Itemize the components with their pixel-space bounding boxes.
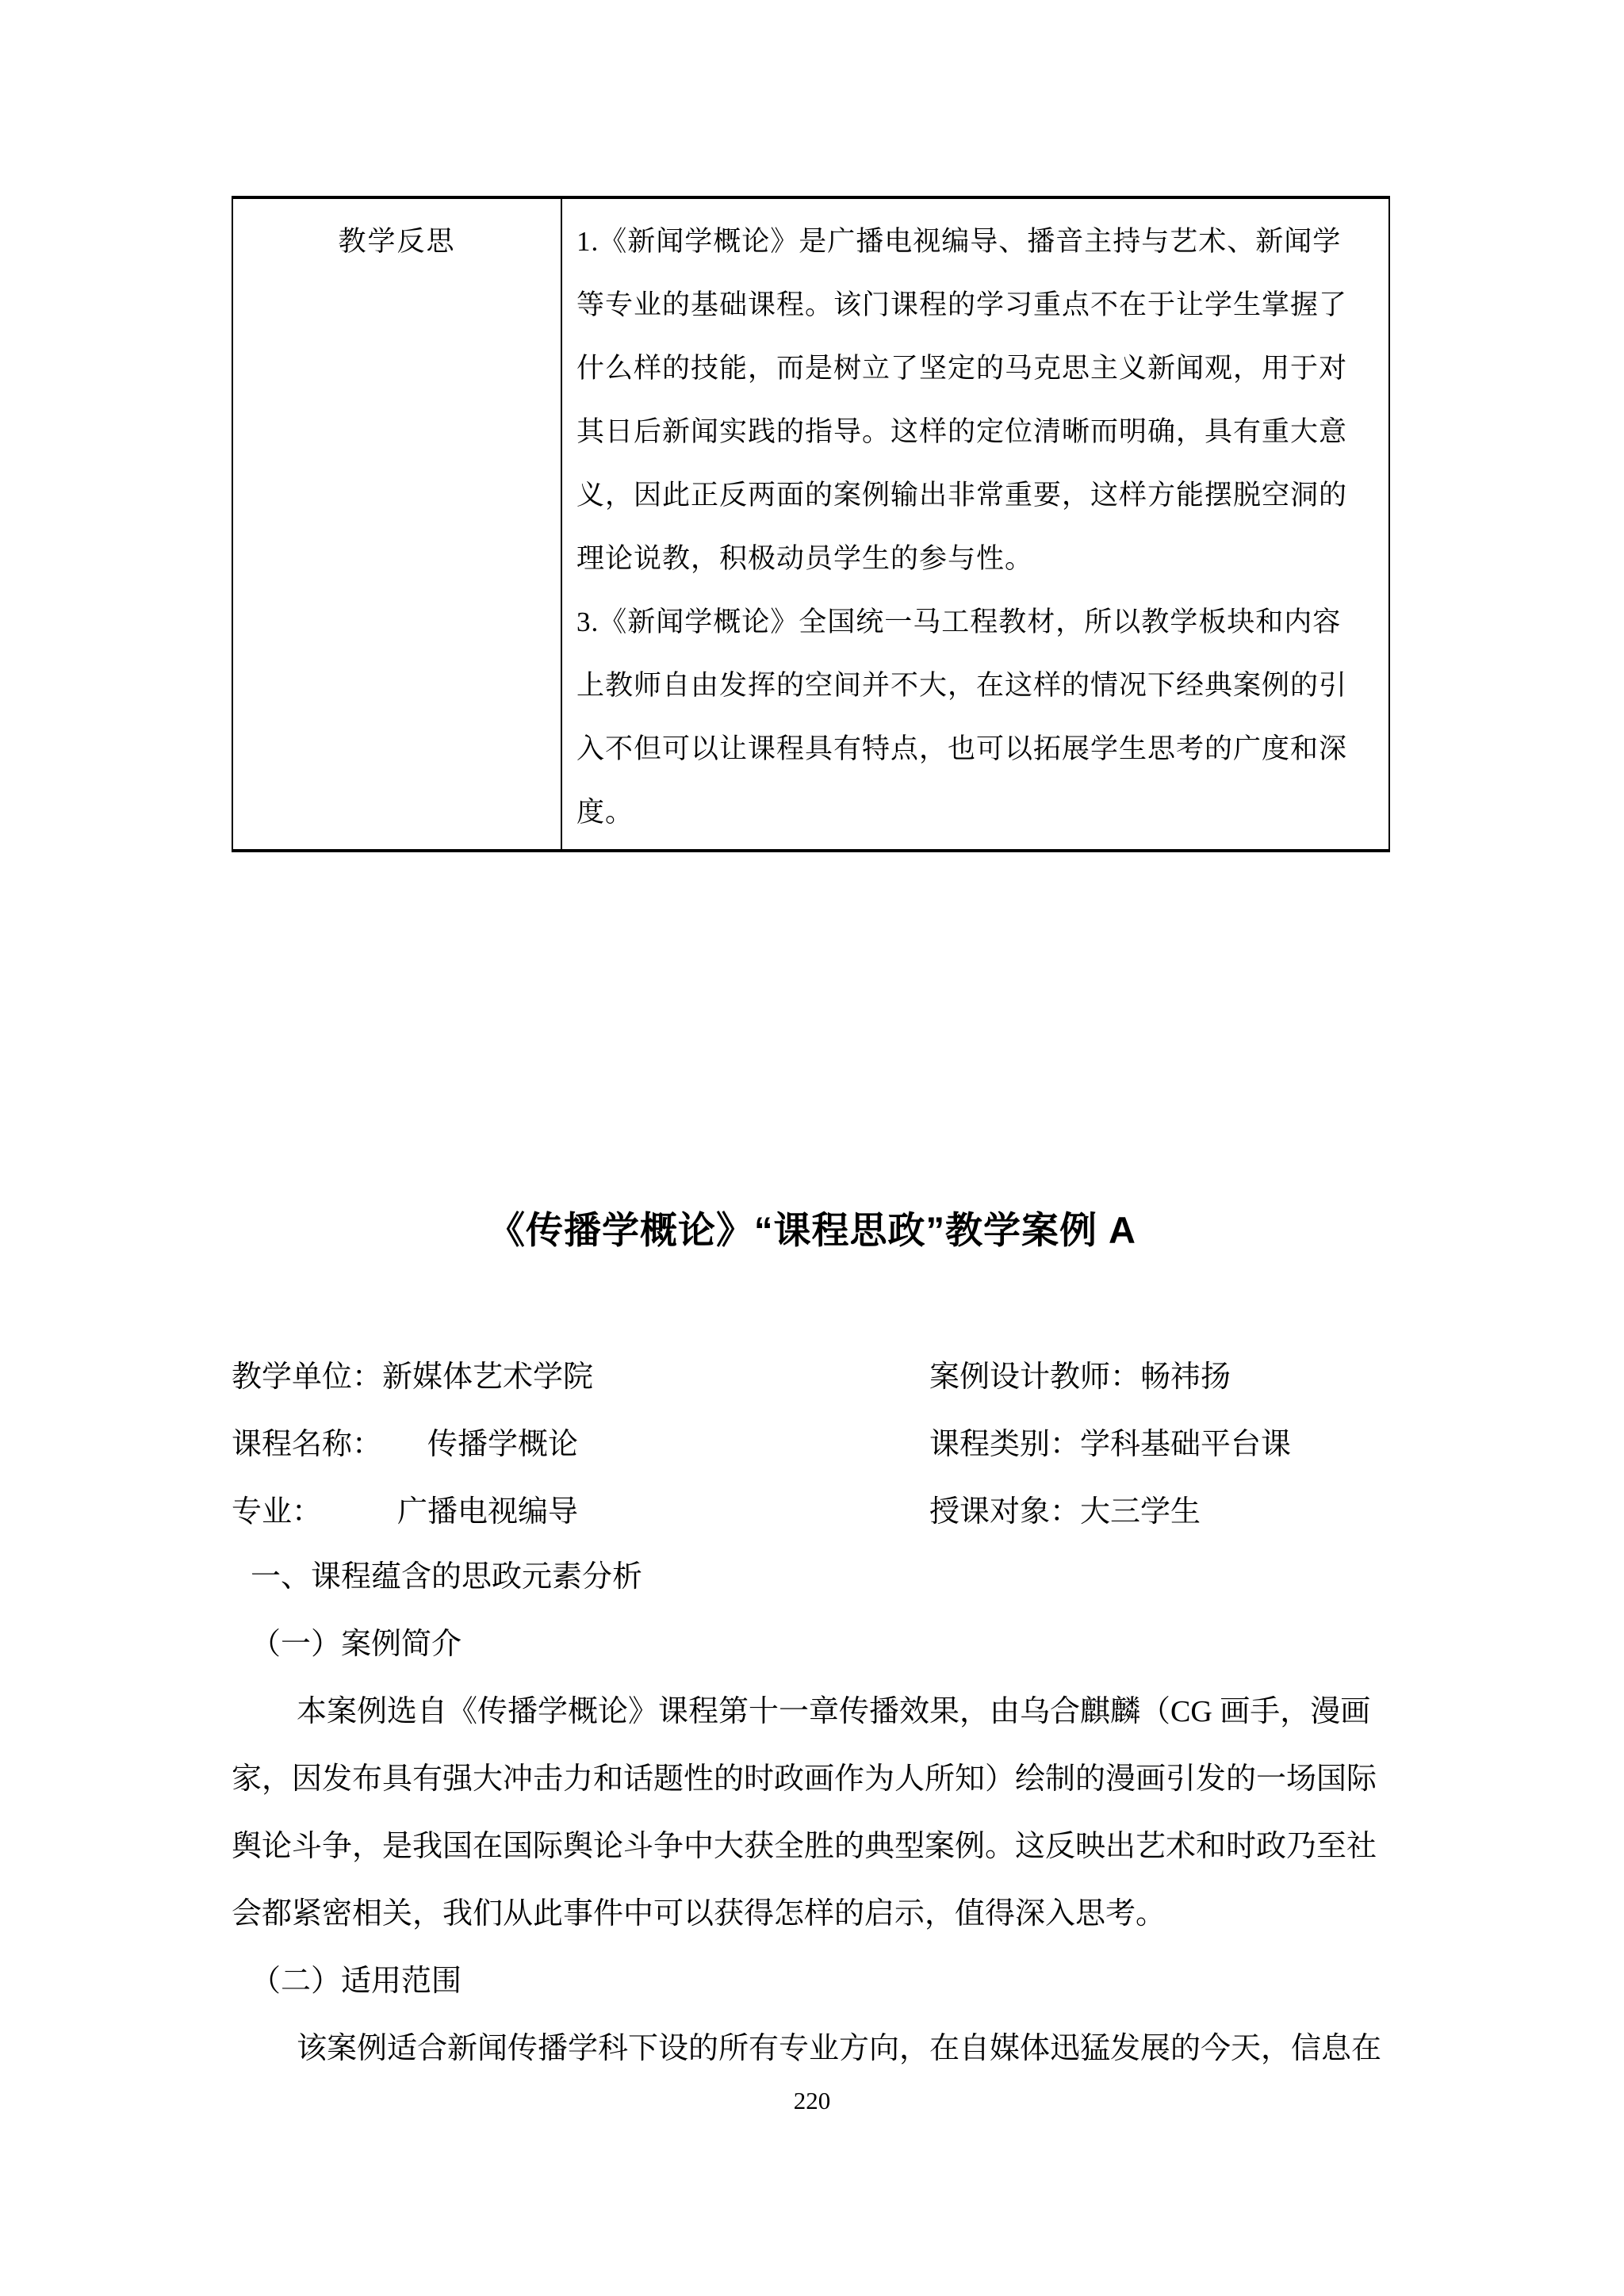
table-text-line: 度。 bbox=[576, 797, 634, 828]
table-content-cell bbox=[562, 199, 1388, 849]
meta-row bbox=[232, 1407, 1392, 1475]
table-text-line: 3.《新闻学概论》全国统一马工程教材，所以教学板块和内容 bbox=[576, 607, 1342, 637]
paragraph-line: 舆论斗争，是我国在国际舆论斗争中大获全胜的典型案例。这反映出艺术和时政乃至社 bbox=[232, 1830, 1377, 1863]
table-text-line: 义，因此正反两面的案例输出非常重要，这样方能摆脱空洞的 bbox=[576, 480, 1348, 511]
meta-course-category: 课程类别：学科基础平台课 bbox=[929, 1428, 1292, 1461]
table-text-line: 其日后新闻实践的指导。这样的定位清晰而明确，具有重大意 bbox=[576, 416, 1348, 447]
document-title: 《传播学概论》“课程思政”教学案例 A bbox=[488, 1209, 1136, 1251]
table-text-line: 上教师自由发挥的空间并不大，在这样的情况下经典案例的引 bbox=[576, 670, 1348, 701]
table-text-line: 1.《新闻学概论》是广播电视编导、播音主持与艺术、新闻学 bbox=[576, 226, 1342, 257]
meta-row bbox=[232, 1340, 1392, 1407]
table-paragraph-1 bbox=[576, 210, 1377, 591]
table-row-header-cell bbox=[233, 199, 562, 849]
meta-audience: 授课对象：大三学生 bbox=[929, 1495, 1201, 1529]
subsection-heading-1-2: （二）适用范围 bbox=[251, 1965, 462, 1998]
document-body bbox=[232, 1540, 1392, 2079]
section-heading-1: 一、课程蕴含的思政元素分析 bbox=[251, 1560, 643, 1594]
table-paragraph-3 bbox=[576, 591, 1377, 844]
table-row-label: 教学反思 bbox=[338, 226, 456, 257]
teaching-reflection-table bbox=[232, 196, 1390, 852]
meta-course-name: 课程名称： 传播学概论 bbox=[232, 1428, 579, 1461]
table-text-line: 入不但可以让课程具有特点，也可以拓展学生思考的广度和深 bbox=[576, 733, 1348, 764]
paragraph-line: 会都紧密相关，我们从此事件中可以获得怎样的启示，值得深入思考。 bbox=[232, 1897, 1166, 1931]
paragraph-line: 该案例适合新闻传播学科下设的所有专业方向，在自媒体迅猛发展的今天，信息在 bbox=[297, 2032, 1382, 2065]
meta-major: 专业： 广播电视编导 bbox=[232, 1495, 579, 1529]
paragraph-line: 家，因发布具有强大冲击力和话题性的时政画作为人所知）绘制的漫画引发的一场国际 bbox=[232, 1762, 1377, 1796]
page-number: 220 bbox=[793, 2087, 831, 2114]
meta-teaching-unit: 教学单位：新媒体艺术学院 bbox=[232, 1360, 594, 1394]
subsection-heading-1-1: （一）案例简介 bbox=[251, 1628, 462, 1661]
table-text-line: 什么样的技能，而是树立了坚定的马克思主义新闻观，用于对 bbox=[576, 353, 1348, 384]
table-text-line: 理论说教，积极动员学生的参与性。 bbox=[576, 543, 1034, 574]
course-metadata bbox=[232, 1340, 1392, 1542]
table-text-line: 等专业的基础课程。该门课程的学习重点不在于让学生掌握了 bbox=[576, 289, 1348, 320]
meta-case-designer: 案例设计教师：畅祎扬 bbox=[929, 1360, 1231, 1394]
meta-row bbox=[232, 1475, 1392, 1542]
paragraph-line: 本案例选自《传播学概论》课程第十一章传播效果，由乌合麒麟（CG 画手，漫画 bbox=[297, 1695, 1371, 1728]
